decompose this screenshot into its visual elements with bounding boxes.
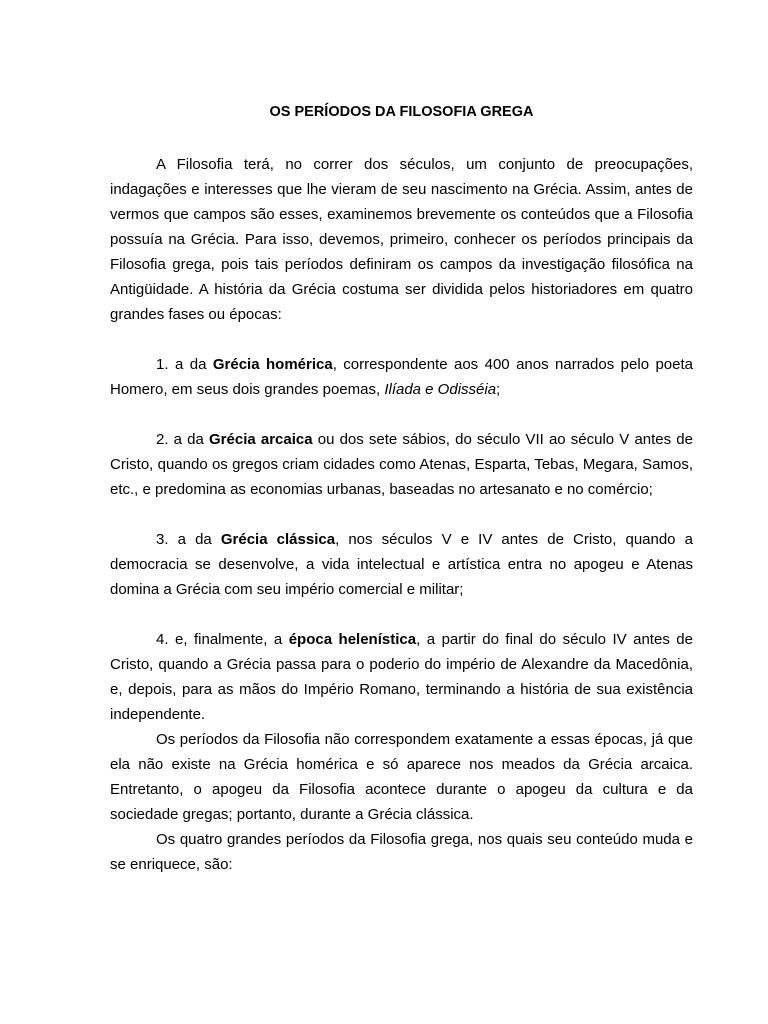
list-item-2-prefix: 2. a da	[156, 431, 209, 448]
paragraph-3: Os quatro grandes períodos da Filosofia grega, nos quais seu conteúdo muda e se enriquece, são:	[110, 831, 693, 873]
list-item-1-term: Grécia homérica	[212, 356, 333, 373]
list-item-4-term: época helenística	[288, 631, 417, 648]
list-item-3-term: Grécia clássica	[220, 531, 336, 548]
list-item-2-text: ou dos sete sábios, do século VII ao século V antes de Cristo, quando os gregos criam cidades como Atenas, Esparta, Tebas, Megara, Samos, etc., e predomina as economias urbanas, baseadas no artesanato e no comércio;	[110, 431, 693, 498]
intro-paragraph: A Filosofia terá, no correr dos séculos, um conjunto de preocupações, indagações e interesses que lhe vieram de seu nascimento na Grécia. Assim, antes de vermos que campos são esses, examinemos brevemente os conteúdos que a Filosofia possuía na Grécia. Para isso, devemos, primeiro, conhecer os períodos principais da Filosofia grega, pois tais períodos definiram os campos da investigação filosófica na Antigüidade. A história da Grécia costuma ser dividida pelos historiadores em quatro grandes fases ou épocas:	[110, 156, 693, 323]
list-item-2-term: Grécia arcaica	[209, 431, 313, 448]
list-item-3	[110, 527, 693, 602]
list-item-1-prefix: 1. a da	[156, 356, 213, 373]
paragraph-2: Os períodos da Filosofia não correspondem exatamente a essas épocas, já que ela não existe na Grécia homérica e só aparece nos meados da Grécia arcaica. Entretanto, o apogeu da Filosofia acontece durante o apogeu da cultura e da sociedade gregas; portanto, durante a Grécia clássica.	[110, 731, 693, 823]
list-item-1-suffix: ;	[496, 381, 501, 398]
list-item-2	[110, 427, 693, 502]
list-item-4	[110, 627, 693, 727]
list-item-3-text: , nos séculos V e IV antes de Cristo, quando a democracia se desenvolve, a vida intelectual e artística entra no apogeu e Atenas domina a Grécia com seu império comercial e militar;	[110, 531, 693, 598]
document-body	[110, 100, 693, 877]
page-title: OS PERÍODOS DA FILOSOFIA GREGA	[269, 104, 534, 120]
list-item-1-text: , correspondente aos 400 anos narrados pelo poeta Homero, em seus dois grandes poemas,	[110, 356, 694, 398]
list-item-4-prefix: 4. e, finalmente, a	[156, 631, 289, 648]
list-item-1	[110, 352, 693, 402]
list-item-3-prefix: 3. a da	[156, 531, 221, 548]
list-item-4-text: , a partir do final do século IV antes de Cristo, quando a Grécia passa para o poderio do império de Alexandre da Macedônia, e, depois, para as mãos do Império Romano, terminando a história de sua existência independente.	[110, 631, 693, 723]
list-item-1-italic: Ilíada e Odisséia	[384, 381, 497, 398]
